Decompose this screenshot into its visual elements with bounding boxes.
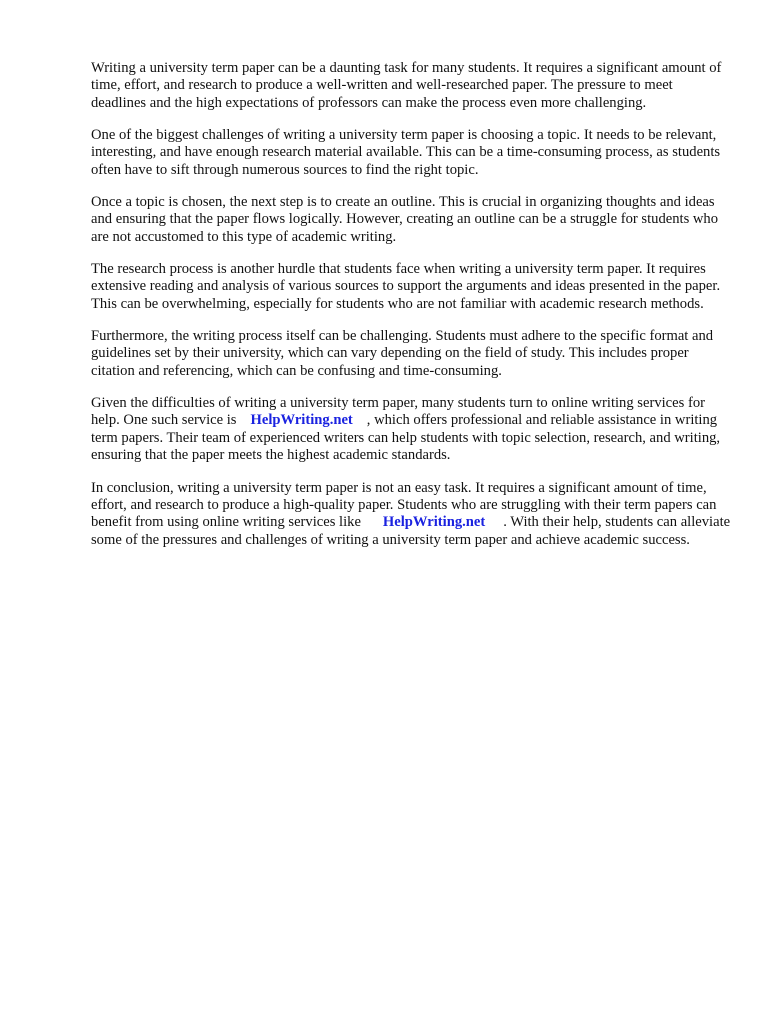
paragraph-research: The research process is another hurdle that students face when writing a university term paper. It requires extensive reading and analysis of various sources to support the arguments and ideas presented in the paper. This can be overwhelming, especially for students who are not familiar with academic research methods. [91, 261, 721, 312]
paragraph-writing-process: Furthermore, the writing process itself can be challenging. Students must adhere to the specific format and guidelines set by their university, which can vary depending on the field of study. This includes proper citation and referencing, which can be confusing and time-consuming. [91, 328, 714, 379]
services-text-before: Given the difficulties of writing a university term paper, many students turn to online writing services for help. One such service is [91, 395, 705, 429]
paragraph-services [91, 395, 731, 465]
helpwriting-link[interactable]: HelpWriting.net [250, 412, 353, 429]
conclusion-text-before: In conclusion, writing a university term paper is not an easy task. It requires a significant amount of time, effort, and research to produce a high-quality paper. Students who are struggling with their term papers can benefit from using online writing services like [91, 479, 717, 531]
helpwriting-link-conclusion[interactable]: HelpWriting.net [382, 514, 486, 531]
document-body [91, 60, 731, 564]
paragraph-outline: Once a topic is chosen, the next step is to create an outline. This is crucial in organizing thoughts and ideas and ensuring that the paper flows logically. However, creating an outline can be a struggle for students who are not accustomed to this type of academic writing. [91, 194, 719, 245]
conclusion-text-after: . With their help, students can alleviate some of the pressures and challenges of writing a university term paper and achieve academic success. [91, 514, 731, 548]
services-text-after: , which offers professional and reliable assistance in writing term papers. Their team of experienced writers can help students with topic selection, research, and writing, ensuring that the paper meets the highest academic standards. [91, 412, 721, 464]
paragraph-conclusion [91, 480, 731, 550]
paragraph-topic: One of the biggest challenges of writing a university term paper is choosing a topic. It needs to be relevant, interesting, and have enough research material available. This can be a time-consuming process, as students often have to sift through numerous sources to find the right topic. [91, 127, 721, 178]
paragraph-intro: Writing a university term paper can be a daunting task for many students. It requires a significant amount of time, effort, and research to produce a well-written and well-researched paper. The pressure to meet deadlines and the high expectations of professors can make the process even more challenging. [91, 60, 722, 111]
